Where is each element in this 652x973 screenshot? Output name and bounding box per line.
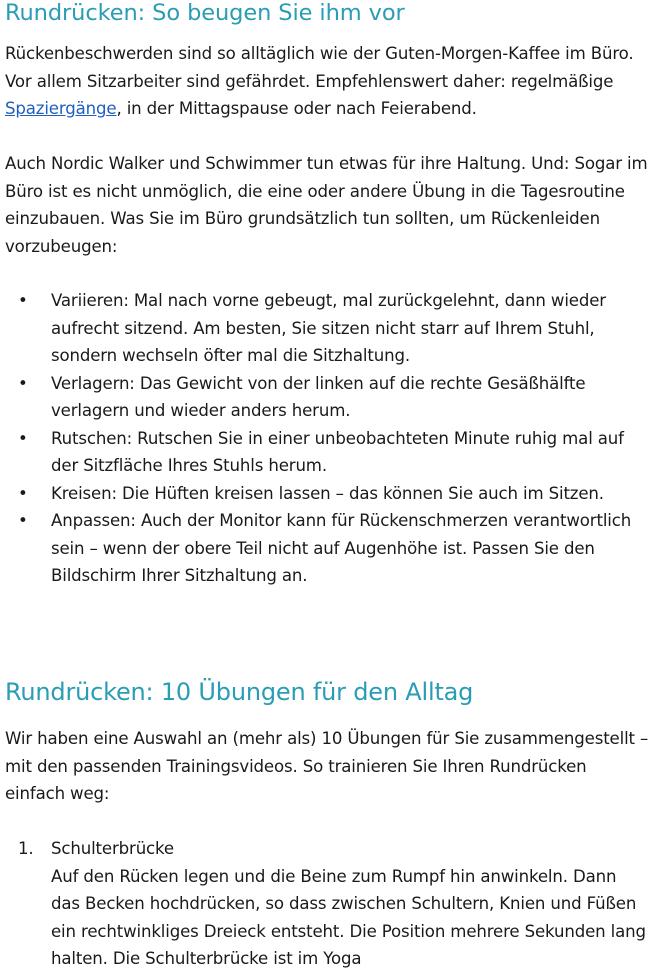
list-item [0,287,652,370]
bullet-marker: • [18,428,28,448]
list-item [0,425,652,480]
exercise-description: Auf den Rücken legen und die Beine zum Rumpf hin anwinkeln. Dann das Becken hochdrücken, so dass zwischen Schultern, Knien und Füßen ein rechtwinkliges Dreieck entsteht. Die Position mehrere Sekunden lang halten. Die Schulterbrücke ist im Yoga [51,866,646,968]
exercise-item [0,835,652,973]
list-item-text: Variieren: Mal nach vorne gebeugt, mal zurückgelehnt, dann wieder aufrecht sitzend. Am besten, Sie sitzen nicht starr auf Ihrem Stuhl, sondern wechseln öfter mal die Sitzhaltung. [51,291,606,365]
list-item-text: Rutschen: Rutschen Sie in einer unbeobachteten Minute ruhig mal auf der Sitzfläche Ihres Stuhls herum. [51,428,624,475]
bullet-marker: • [18,483,28,503]
section-heading-prevention: Rundrücken: So beugen Sie ihm vor [5,0,405,26]
list-item-text: Kreisen: Die Hüften kreisen lassen – das können Sie auch im Sitzen. [51,483,604,503]
exercise-list [0,835,652,973]
intro-text-start: Rückenbeschwerden sind so alltäglich wie der Guten-Morgen-Kaffee im Büro. Vor allem Sitzarbeiter sind gefährdet. Empfehlenswert daher: regelmäßige [5,44,634,91]
bullet-marker: • [18,373,28,393]
section-heading-exercises: Rundrücken: 10 Übungen für den Alltag [5,678,474,706]
walks-link[interactable]: Spaziergänge [5,99,117,118]
list-item [0,507,652,590]
prevention-tips-list [0,287,652,590]
intro-paragraph [5,40,650,123]
bullet-marker: • [18,511,28,530]
exercise-number: 1. [18,839,34,858]
intro-text-end: , in der Mittagspause oder nach Feierabend. [116,99,477,118]
office-paragraph: Auch Nordic Walker und Schwimmer tun etwas für ihre Haltung. Und: Sogar im Büro ist es nicht unmöglich, die eine oder andere Übung in die Tagesroutine einzubauen. Was Sie im Büro grundsätzlich tun sollten, um Rückenleiden vorzubeugen: [5,154,648,256]
exercises-intro: Wir haben eine Auswahl an (mehr als) 10 Übungen für Sie zusammengestellt – mit den passenden Trainingsvideos. So trainieren Sie Ihren Rundrücken einfach weg: [5,729,649,803]
list-item-text: Verlagern: Das Gewicht von der linken auf die rechte Gesäßhälfte verlagern und wieder anders herum. [51,373,586,420]
list-item-text: Anpassen: Auch der Monitor kann für Rückenschmerzen verantwortlich sein – wenn der obere Teil nicht auf Augenhöhe ist. Passen Sie den Bildschirm Ihrer Sitzhaltung an. [51,511,632,585]
bullet-marker: • [18,291,28,310]
list-item [0,370,652,425]
exercise-title: Schulterbrücke [51,839,174,858]
list-item [0,480,652,508]
